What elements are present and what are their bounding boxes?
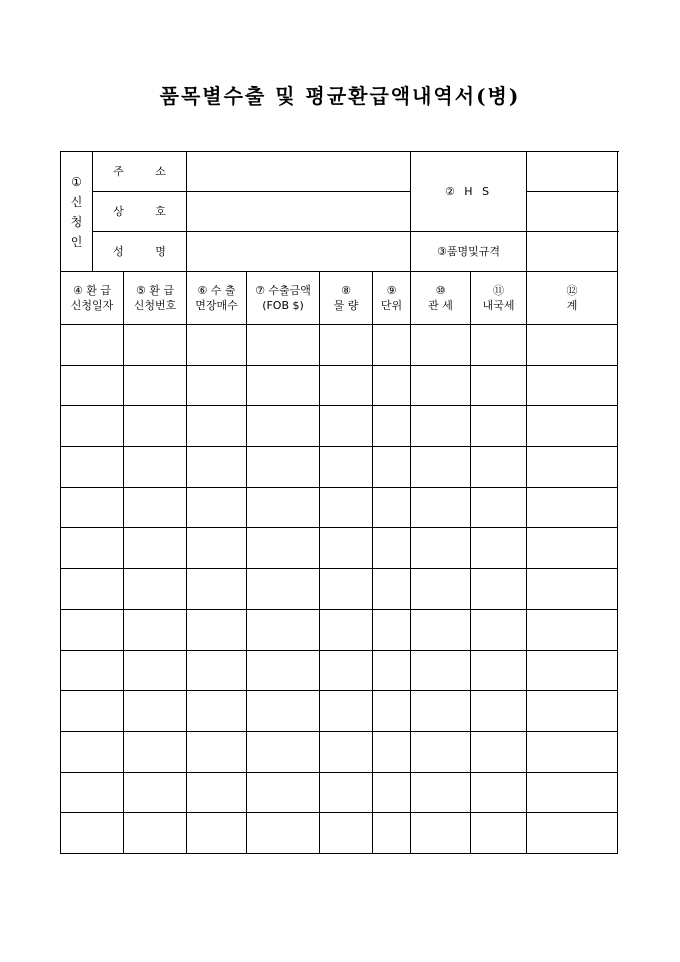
- cell-export-amount[interactable]: [247, 691, 320, 732]
- cell-export-amount[interactable]: [247, 569, 320, 610]
- cell-internal-tax[interactable]: [471, 487, 527, 528]
- cell-refund-number[interactable]: [124, 569, 187, 610]
- table-row: [61, 325, 618, 366]
- cell-refund-date[interactable]: [61, 447, 124, 488]
- cell-customs-duty[interactable]: [411, 813, 471, 854]
- cell-refund-number[interactable]: [124, 406, 187, 447]
- cell-total[interactable]: [527, 487, 618, 528]
- cell-refund-date[interactable]: [61, 365, 124, 406]
- cell-internal-tax[interactable]: [471, 650, 527, 691]
- col-header-quantity: ⑧ 물 량: [320, 272, 373, 325]
- cell-export-amount[interactable]: [247, 447, 320, 488]
- col-header-total: ⑫ 계: [527, 272, 618, 325]
- cell-customs-duty[interactable]: [411, 365, 471, 406]
- cell-internal-tax[interactable]: [471, 528, 527, 569]
- cell-quantity[interactable]: [320, 528, 373, 569]
- cell-customs-duty[interactable]: [411, 691, 471, 732]
- cell-quantity[interactable]: [320, 447, 373, 488]
- cell-unit[interactable]: [373, 487, 411, 528]
- cell-internal-tax[interactable]: [471, 772, 527, 813]
- cell-export-amount[interactable]: [247, 528, 320, 569]
- cell-refund-date[interactable]: [61, 731, 124, 772]
- table-row: [61, 569, 618, 610]
- cell-refund-number[interactable]: [124, 691, 187, 732]
- cell-internal-tax[interactable]: [471, 813, 527, 854]
- col-header-customs-duty: ⑩ 관 세: [411, 272, 471, 325]
- cell-export-count[interactable]: [187, 447, 247, 488]
- cell-refund-number[interactable]: [124, 813, 187, 854]
- cell-export-amount[interactable]: [247, 772, 320, 813]
- cell-export-count[interactable]: [187, 487, 247, 528]
- cell-refund-date[interactable]: [61, 650, 124, 691]
- applicant-group-label: ① 신 청 인: [61, 152, 93, 272]
- cell-export-amount[interactable]: [247, 609, 320, 650]
- table-row: [61, 731, 618, 772]
- cell-total[interactable]: [527, 772, 618, 813]
- cell-internal-tax[interactable]: [471, 325, 527, 366]
- cell-unit[interactable]: [373, 691, 411, 732]
- cell-internal-tax[interactable]: [471, 569, 527, 610]
- table-row: [61, 772, 618, 813]
- cell-quantity[interactable]: [320, 406, 373, 447]
- document-title: 품목별수출 및 평균환급액내역서(병): [159, 84, 521, 108]
- col-header-internal-tax: ⑪ 내국세: [471, 272, 527, 325]
- cell-unit[interactable]: [373, 813, 411, 854]
- cell-total[interactable]: [527, 325, 618, 366]
- cell-refund-date[interactable]: [61, 528, 124, 569]
- cell-refund-number[interactable]: [124, 772, 187, 813]
- cell-total[interactable]: [527, 813, 618, 854]
- cell-total[interactable]: [527, 447, 618, 488]
- address-label: 주 소: [93, 152, 187, 192]
- cell-total[interactable]: [527, 691, 618, 732]
- cell-export-count[interactable]: [187, 528, 247, 569]
- cell-customs-duty[interactable]: [411, 650, 471, 691]
- cell-export-amount[interactable]: [247, 365, 320, 406]
- cell-internal-tax[interactable]: [471, 731, 527, 772]
- cell-customs-duty[interactable]: [411, 447, 471, 488]
- table-row: [61, 447, 618, 488]
- spec-field[interactable]: [527, 232, 618, 272]
- cell-customs-duty[interactable]: [411, 487, 471, 528]
- cell-total[interactable]: [527, 731, 618, 772]
- table-row: [61, 406, 618, 447]
- col-header-refund-date: ④ 환 급 신청일자: [61, 272, 124, 325]
- table-row: [61, 813, 618, 854]
- col-header-unit: ⑨ 단위: [373, 272, 411, 325]
- spec-label: ③품명및규격: [411, 232, 527, 272]
- cell-quantity[interactable]: [320, 772, 373, 813]
- cell-total[interactable]: [527, 569, 618, 610]
- cell-refund-date[interactable]: [61, 691, 124, 732]
- cell-refund-number[interactable]: [124, 528, 187, 569]
- cell-export-count[interactable]: [187, 813, 247, 854]
- cell-unit[interactable]: [373, 406, 411, 447]
- hs-label: ② H S: [411, 152, 527, 232]
- cell-unit[interactable]: [373, 528, 411, 569]
- cell-total[interactable]: [527, 609, 618, 650]
- address-field[interactable]: [187, 152, 411, 192]
- col-header-refund-number: ⑤ 환 급 신청번호: [124, 272, 187, 325]
- name-field[interactable]: [187, 232, 411, 272]
- table-row: [61, 365, 618, 406]
- cell-export-amount[interactable]: [247, 650, 320, 691]
- cell-export-count[interactable]: [187, 365, 247, 406]
- table-row: [61, 528, 618, 569]
- cell-export-count[interactable]: [187, 569, 247, 610]
- cell-customs-duty[interactable]: [411, 772, 471, 813]
- table-row: [61, 487, 618, 528]
- cell-refund-date[interactable]: [61, 813, 124, 854]
- cell-unit[interactable]: [373, 650, 411, 691]
- cell-export-count[interactable]: [187, 406, 247, 447]
- cell-unit[interactable]: [373, 325, 411, 366]
- cell-refund-date[interactable]: [61, 406, 124, 447]
- cell-quantity[interactable]: [320, 813, 373, 854]
- cell-quantity[interactable]: [320, 325, 373, 366]
- refund-form-table: [60, 151, 618, 854]
- cell-internal-tax[interactable]: [471, 447, 527, 488]
- cell-refund-date[interactable]: [61, 487, 124, 528]
- cell-customs-duty[interactable]: [411, 731, 471, 772]
- cell-customs-duty[interactable]: [411, 569, 471, 610]
- cell-unit[interactable]: [373, 772, 411, 813]
- cell-quantity[interactable]: [320, 365, 373, 406]
- cell-refund-date[interactable]: [61, 772, 124, 813]
- cell-quantity[interactable]: [320, 691, 373, 732]
- cell-unit[interactable]: [373, 447, 411, 488]
- cell-quantity[interactable]: [320, 569, 373, 610]
- col-header-export-amount: ⑦ 수출금액 (FOB $): [247, 272, 320, 325]
- cell-export-amount[interactable]: [247, 813, 320, 854]
- cell-customs-duty[interactable]: [411, 406, 471, 447]
- cell-unit[interactable]: [373, 609, 411, 650]
- name-label: 성 명: [93, 232, 187, 272]
- cell-export-count[interactable]: [187, 650, 247, 691]
- table-row: [61, 609, 618, 650]
- cell-export-count[interactable]: [187, 325, 247, 366]
- cell-export-count[interactable]: [187, 691, 247, 732]
- company-field[interactable]: [187, 192, 411, 232]
- cell-quantity[interactable]: [320, 731, 373, 772]
- cell-export-count[interactable]: [187, 609, 247, 650]
- table-row: [61, 650, 618, 691]
- cell-refund-number[interactable]: [124, 650, 187, 691]
- cell-total[interactable]: [527, 365, 618, 406]
- cell-export-amount[interactable]: [247, 487, 320, 528]
- cell-refund-date[interactable]: [61, 609, 124, 650]
- cell-quantity[interactable]: [320, 650, 373, 691]
- cell-customs-duty[interactable]: [411, 609, 471, 650]
- cell-export-amount[interactable]: [247, 325, 320, 366]
- cell-export-amount[interactable]: [247, 731, 320, 772]
- cell-refund-number[interactable]: [124, 325, 187, 366]
- company-label: 상 호: [93, 192, 187, 232]
- cell-export-amount[interactable]: [247, 406, 320, 447]
- cell-customs-duty[interactable]: [411, 325, 471, 366]
- col-header-export-count: ⑥ 수 출 면장매수: [187, 272, 247, 325]
- hs-field-1[interactable]: [527, 152, 618, 192]
- cell-refund-number[interactable]: [124, 487, 187, 528]
- table-row: [61, 691, 618, 732]
- cell-total[interactable]: [527, 650, 618, 691]
- cell-export-count[interactable]: [187, 731, 247, 772]
- cell-unit[interactable]: [373, 569, 411, 610]
- cell-unit[interactable]: [373, 731, 411, 772]
- cell-refund-date[interactable]: [61, 325, 124, 366]
- cell-internal-tax[interactable]: [471, 406, 527, 447]
- cell-internal-tax[interactable]: [471, 691, 527, 732]
- cell-total[interactable]: [527, 406, 618, 447]
- cell-customs-duty[interactable]: [411, 528, 471, 569]
- cell-total[interactable]: [527, 528, 618, 569]
- cell-quantity[interactable]: [320, 609, 373, 650]
- cell-quantity[interactable]: [320, 487, 373, 528]
- cell-refund-number[interactable]: [124, 447, 187, 488]
- cell-internal-tax[interactable]: [471, 365, 527, 406]
- cell-unit[interactable]: [373, 365, 411, 406]
- cell-refund-date[interactable]: [61, 569, 124, 610]
- cell-internal-tax[interactable]: [471, 609, 527, 650]
- cell-refund-number[interactable]: [124, 609, 187, 650]
- cell-refund-number[interactable]: [124, 731, 187, 772]
- cell-export-count[interactable]: [187, 772, 247, 813]
- cell-refund-number[interactable]: [124, 365, 187, 406]
- hs-field-2[interactable]: [527, 192, 618, 232]
